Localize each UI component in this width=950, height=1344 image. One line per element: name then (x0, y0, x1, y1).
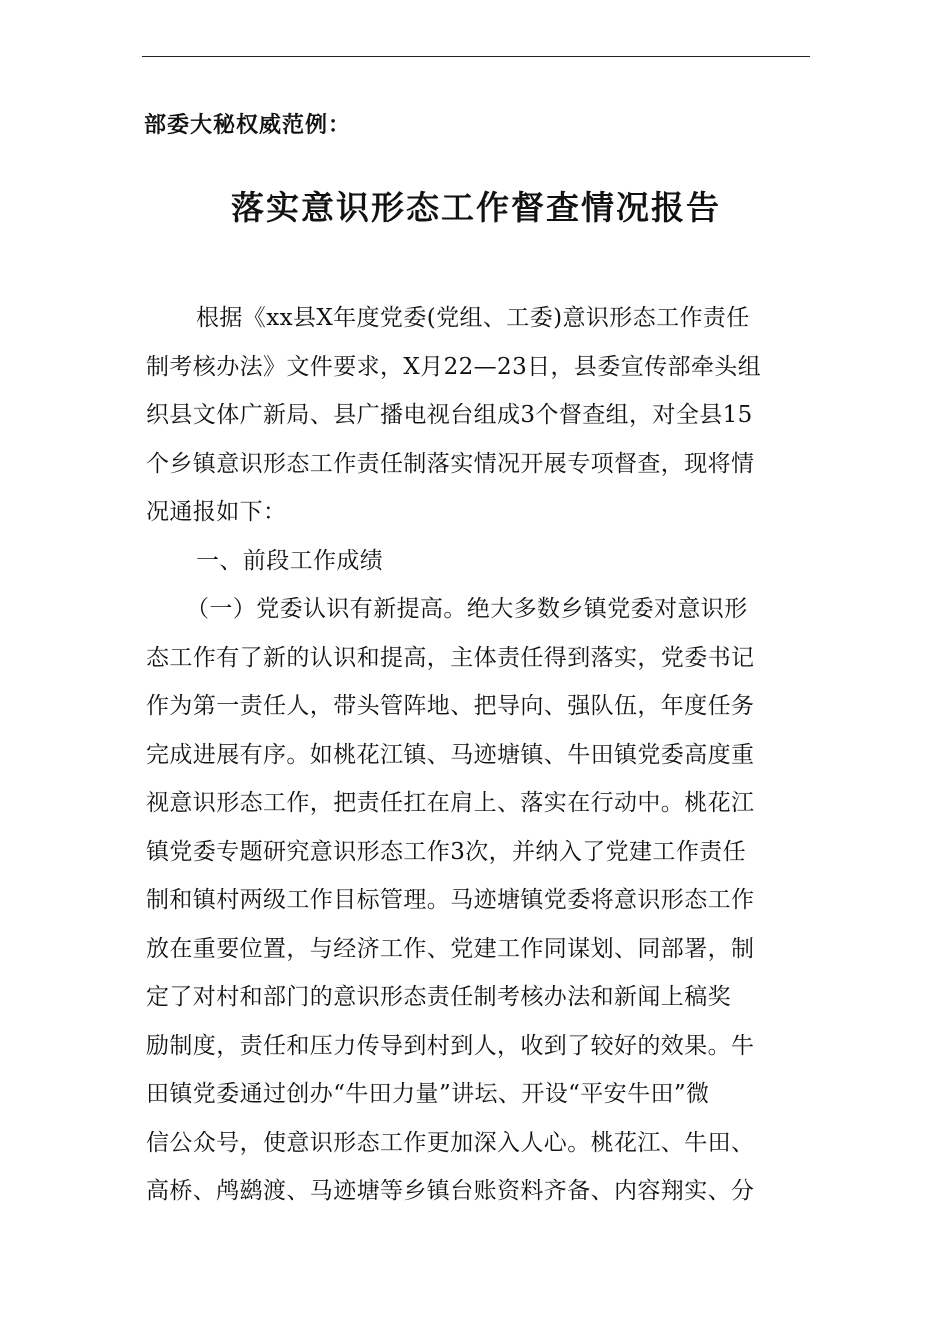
body-line: 制和镇村两级工作目标管理。马迹塘镇党委将意识形态工作 (146, 887, 755, 913)
document-title: 落实意识形态工作督查情况报告 (231, 188, 721, 227)
body-line: 完成进展有序。如桃花江镇、马迹塘镇、牛田镇党委高度重 (146, 741, 755, 768)
body-line: 个乡镇意识形态工作责任制落实情况开展专项督查，现将情 (146, 450, 755, 477)
body-line: 织县文体广新局、县广播电视台组成3个督查组，对全县15 (146, 402, 753, 428)
section-heading: 一、前段工作成绩 (196, 547, 384, 574)
body-line: （一）党委认识有新提高。绝大多数乡镇党委对意识形 (186, 596, 748, 622)
header-divider (142, 56, 810, 57)
body-line: 态工作有了新的认识和提高，主体责任得到落实，党委书记 (146, 644, 755, 671)
body-line: 放在重要位置，与经济工作、党建工作同谋划、同部署，制 (146, 935, 755, 962)
body-line: 根据《xx县X年度党委(党组、工委)意识形态工作责任 (196, 305, 750, 331)
body-line: 况通报如下： (146, 499, 287, 525)
body-line: 作为第一责任人，带头管阵地、把导向、强队伍，年度任务 (146, 693, 755, 719)
body-line: 高桥、鸬鹚渡、马迹塘等乡镇台账资料齐备、内容翔实、分 (146, 1178, 755, 1204)
body-line: 制考核办法》文件要求，X月22—23日，县委宣传部牵头组 (146, 353, 762, 380)
header-label: 部委大秘权威范例： (144, 113, 352, 138)
body-line: 视意识形态工作，把责任扛在肩上、落实在行动中。桃花江 (146, 790, 755, 816)
body-line: 镇党委专题研究意识形态工作3次，并纳入了党建工作责任 (146, 838, 747, 865)
body-line: 信公众号，使意识形态工作更加深入人心。桃花江、牛田、 (146, 1129, 755, 1156)
document-body (146, 294, 810, 1216)
body-line: 定了对村和部门的意识形态责任制考核办法和新闻上稿奖 (146, 984, 731, 1010)
body-line: 田镇党委通过创办“牛田力量”讲坛、开设“平安牛田”微 (146, 1081, 710, 1107)
body-line: 励制度，责任和压力传导到村到人，收到了较好的效果。牛 (146, 1032, 755, 1059)
